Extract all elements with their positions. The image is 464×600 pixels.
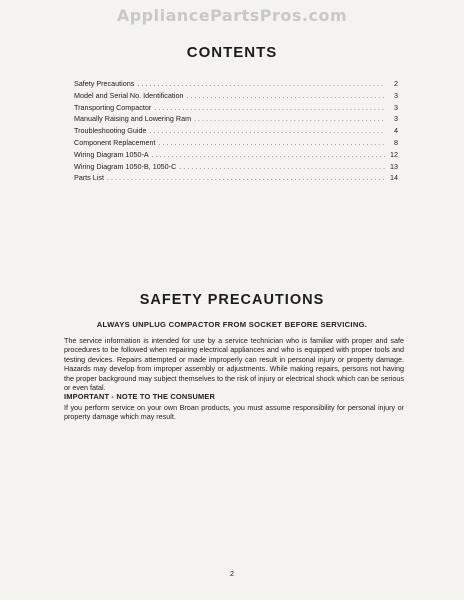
toc-leader-dots	[149, 125, 385, 137]
toc-entry	[74, 113, 398, 125]
toc-entry-label: Model and Serial No. Identification	[74, 90, 184, 100]
contents-title: CONTENTS	[186, 44, 278, 61]
unplug-notice: ALWAYS UNPLUG COMPACTOR FROM SOCKET BEFORE SERVICING.	[96, 320, 368, 329]
toc-entry-label: Parts List	[74, 173, 104, 183]
page-number: 2	[230, 569, 234, 578]
toc-entry	[74, 137, 398, 149]
toc-entry-label: Manually Raising and Lowering Ram	[74, 114, 192, 124]
toc-entry-label: Wiring Diagram 1050-A	[74, 149, 149, 159]
toc-leader-dots	[194, 113, 385, 125]
toc-entry	[74, 149, 398, 161]
toc-leader-dots	[159, 137, 385, 149]
toc-entry-label: Troubleshooting Guide	[74, 126, 147, 136]
toc-entry-label: Component Replacement	[74, 137, 156, 147]
toc-leader-dots	[107, 172, 385, 184]
toc-entry-label: Wiring Diagram 1050-B, 1050-C	[74, 161, 177, 171]
toc-entry-page: 2	[394, 79, 398, 88]
toc-leader-dots	[137, 78, 385, 90]
service-information-paragraph: The service information is intended for use by a service technician who is familiar with proper and safe procedures to be followed when repairing electrical appliances and who is equipped with proper tools and testing devices. Repairs attempted or made improperly can result in personal injury or property damage. Hazards may develop from improper assembly or adjustments. While making repairs, persons not having the proper background may subject themselves to the risk of injury or electrical shock which can be serious or even fatal.	[64, 336, 404, 393]
toc-leader-dots	[186, 90, 385, 102]
toc-entry	[74, 78, 398, 90]
toc-entry-page: 4	[394, 126, 398, 136]
toc-entry	[74, 90, 398, 102]
consumer-note-paragraph: If you perform service on your own Broan products, you must assume responsibility for personal injury or property damage which may result.	[64, 403, 404, 422]
safety-precautions-title: SAFETY PRECAUTIONS	[139, 292, 325, 308]
table-of-contents	[74, 78, 398, 184]
toc-entry-page: 8	[394, 137, 398, 147]
toc-entry-page: 12	[390, 149, 398, 159]
toc-entry	[74, 102, 398, 114]
toc-entry	[74, 172, 398, 184]
toc-entry-label: Transporting Compactor	[74, 102, 152, 112]
watermark: AppliancePartsPros.com	[116, 6, 348, 25]
toc-entry	[74, 125, 398, 137]
toc-leader-dots	[179, 161, 385, 173]
toc-entry-label: Safety Precautions	[74, 79, 135, 88]
toc-entry-page: 3	[394, 90, 398, 100]
toc-entry-page: 3	[394, 102, 398, 112]
toc-leader-dots	[152, 149, 385, 161]
toc-entry	[74, 161, 398, 173]
toc-leader-dots	[154, 102, 385, 114]
toc-entry-page: 14	[390, 173, 398, 183]
toc-entry-page: 3	[394, 114, 398, 124]
important-note-heading: IMPORTANT - NOTE TO THE CONSUMER	[64, 392, 216, 401]
toc-entry-page: 13	[390, 161, 398, 171]
